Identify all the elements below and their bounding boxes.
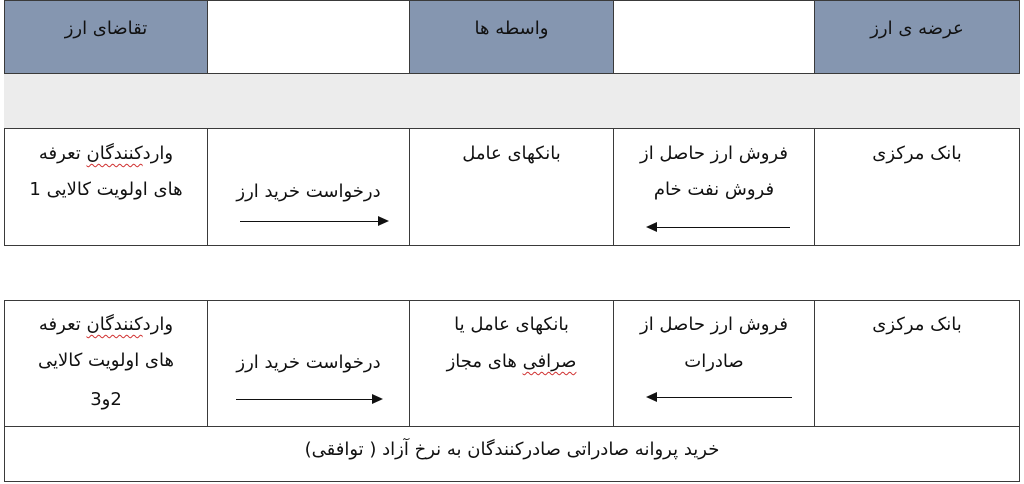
t1-importers-line1: واردکنندگان تعرفه [38,143,174,164]
t2-request-label: درخواست خرید ارز [236,352,381,373]
t1-banks-label: بانکهای عامل [462,143,561,164]
t1-left-arrow-line [656,227,790,228]
t2-sale-line1: فروش ارز حاصل از [640,314,788,335]
t1-right-arrow-line [240,221,380,222]
t2-importers-line2: های اولویت کالایی [37,350,174,371]
header-cell-empty-1 [207,0,410,74]
t2-central-bank-label: بانک مرکزی [872,314,962,335]
t1-sale-line2: فروش نفت خام [653,179,775,200]
separator-band [4,74,1020,129]
t2-footer-label: خرید پروانه صادراتی صادرکنندگان به نرخ آزاد ( توافقی) [304,439,720,460]
t2-importers-line3: 2و3 [90,389,122,410]
t2-right-arrow-head [372,394,383,404]
header-demand-label: تقاضای ارز [64,18,148,39]
header-intermediaries-label: واسطه ها [474,18,549,39]
t1-request-label: درخواست خرید ارز [236,181,381,202]
t2-banks-line1: بانکهای عامل یا [454,314,569,335]
t1-central-bank-label: بانک مرکزی [872,143,962,164]
t1-sale-line1: فروش ارز حاصل از [640,143,788,164]
header-supply-label: عرضه ی ارز [870,18,964,39]
t2-sale-line2: صادرات [684,351,744,372]
header-cell-empty-2 [613,0,815,74]
t2-banks-line2: صرافی های مجاز [446,351,577,372]
t2-right-arrow-line [236,399,374,400]
t2-importers-line1: واردکنندگان تعرفه [38,314,174,335]
t2-left-arrow-line [656,397,792,398]
t1-right-arrow-head [378,216,389,226]
t1-importers-line2: های اولویت کالایی 1 [29,179,183,200]
